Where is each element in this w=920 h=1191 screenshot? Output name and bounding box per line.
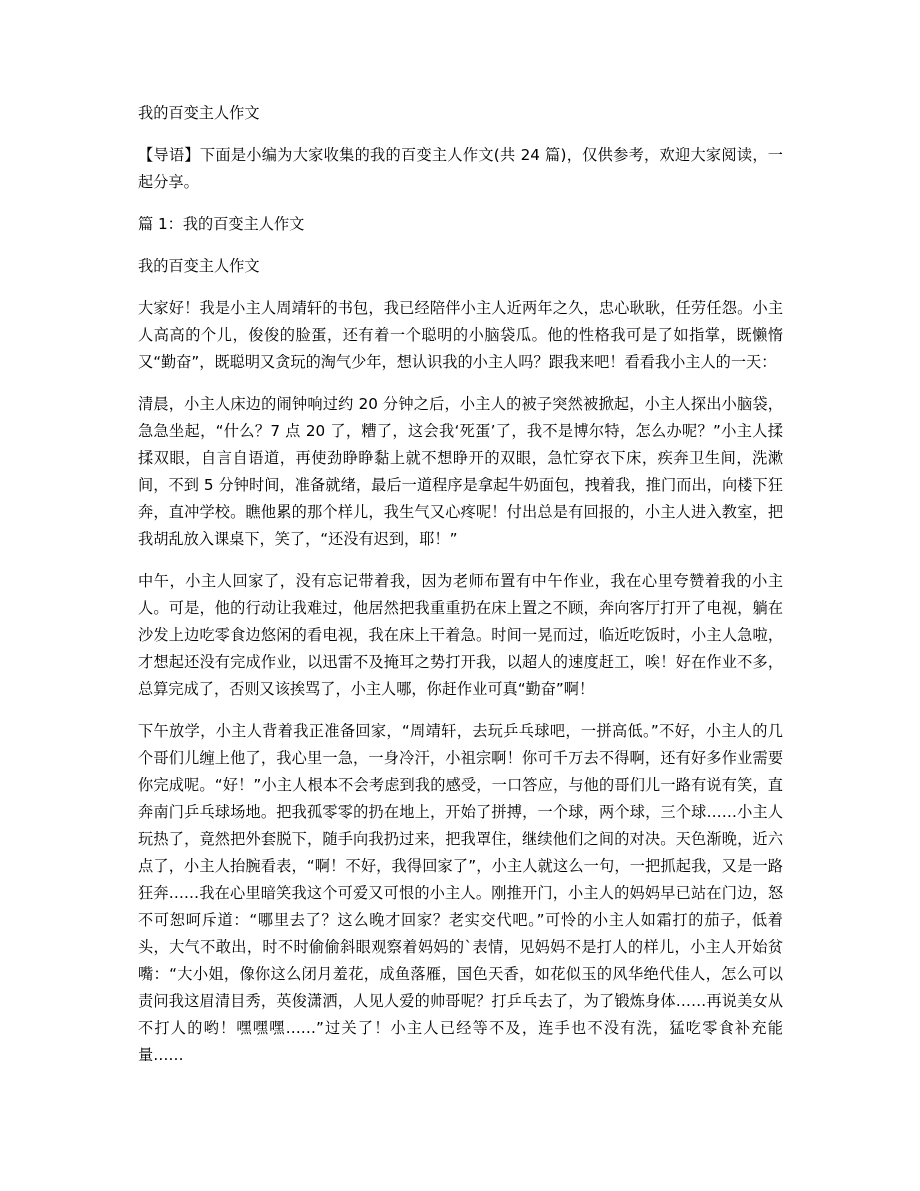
body-paragraph-1: 大家好！我是小主人周靖轩的书包，我已经陪伴小主人近两年之久，忠心耿耿，任劳任怨。小主人高高的个儿，俊俊的脸蛋，还有着一个聪明的小脑袋瓜。他的性格我可是了如指掌，既懒惰又“勤奋”，既聪明又贪玩的淘气少年，想认识我的小主人吗？跟我来吧！看看我小主人的一天： [138, 299, 783, 371]
intro-paragraph: 【导语】下面是小编为大家收集的我的百变主人作文(共 24 篇)，仅供参考，欢迎大家阅读，一起分享。 [138, 146, 783, 191]
essay-title: 我的百变主人作文 [138, 257, 260, 275]
section-heading: 篇 1：我的百变主人作文 [138, 215, 305, 233]
document-title: 我的百变主人作文 [138, 104, 260, 122]
document-page [138, 100, 783, 1084]
body-paragraph-4: 下午放学，小主人背着我正准备回家，“周靖轩，去玩乒乓球吧，一拼高低。”不好，小主人的几个哥们儿缠上他了，我心里一急，一身冷汗，小祖宗啊！你可千万去不得啊，还有好多作业需要你完成呢。“好！”小主人根本不会考虑到我的感受，一口答应，与他的哥们儿一路有说有笑，直奔南门乒乓球场地。把我孤零零的扔在地上，开始了拼搏，一个球，两个球，三个球……小主人玩热了，竟然把外套脱下，随手向我扔过来，把我罩住，继续他们之间的对决。天色渐晚，近六点了，小主人抬腕看表，“啊！不好，我得回家了”，小主人就这么一句，一把抓起我，又是一路狂奔……我在心里暗笑我这个可爱又可恨的小主人。刚推开门，小主人的妈妈早已站在门边，怒不可恕呵斥道：“哪里去了？这么晚才回家？老实交代吧。”可怜的小主人如霜打的茄子，低着头，大气不敢出，时不时偷偷斜眼观察着妈妈的`表情，见妈妈不是打人的样儿，小主人开始贫嘴：“大小姐，像你这么闭月羞花，成鱼落雁，国色天香，如花似玉的风华绝代佳人，怎么可以责问我这眉清目秀，英俊潇洒，人见人爱的帅哥呢？打乒乓去了，为了锻炼身体……再说美女从不打人的哟！嘿嘿嘿……”过关了！小主人已经等不及，连手也不没有洗，猛吃零食补充能量…… [138, 722, 783, 1064]
body-paragraph-2: 清晨，小主人床边的闹钟响过约 20 分钟之后，小主人的被子突然被掀起，小主人探出小脑袋，急急坐起，“什么？7 点 20 了，糟了，这会我‘死蛋’了，我不是博尔特，怎么办呢？”小主人揉揉双眼，自言自语道，再使劲睁睁黏上就不想睁开的双眼，急忙穿衣下床，疾奔卫生间，洗漱间，不到 5 分钟时间，准备就绪，最后一道程序是拿起牛奶面包，拽着我，推门而出，向楼下狂奔，直冲学校。瞧他累的那个样儿，我生气又心疼呢！付出总是有回报的，小主人进入教室，把我胡乱放入课桌下，笑了，“还没有迟到，耶！” [138, 395, 783, 548]
body-paragraph-3: 中午，小主人回家了，没有忘记带着我，因为老师布置有中午作业，我在心里夸赞着我的小主人。可是，他的行动让我难过，他居然把我重重扔在床上置之不顾，奔向客厅打开了电视，躺在沙发上边吃零食边悠闲的看电视，我在床上干着急。时间一晃而过，临近吃饭时，小主人急啦，才想起还没有完成作业，以迅雷不及掩耳之势打开我，以超人的速度赶工，唉！好在作业不多，总算完成了，否则又该挨骂了，小主人哪，你赶作业可真“勤奋”啊！ [138, 572, 783, 698]
